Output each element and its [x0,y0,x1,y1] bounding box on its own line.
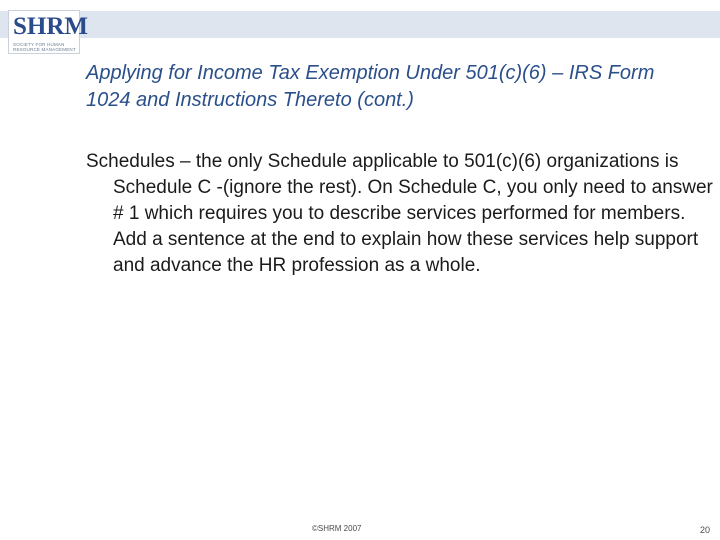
shrm-logo [8,10,88,54]
slide-title: Applying for Income Tax Exemption Under 501(c)(6) – IRS Form 1024 and Instructions Thereto (cont.) [86,62,655,111]
footer-copyright: ©SHRM 2007 [312,524,362,533]
slide-body: Schedules – the only Schedule applicable to 501(c)(6) organizations is Schedule C -(ignore the rest). On Schedule C, you only need to answer # 1 which requires you to describe services performed for members. Add a sentence at the end to explain how these services help support and advance the HR profession as a whole. [86,151,713,276]
page-number: 20 [699,525,710,535]
logo-mark: SHRM [13,13,88,40]
logo-subtext: SOCIETY FOR HUMAN RESOURCE MANAGEMENT [13,42,76,52]
header-band [0,11,720,38]
